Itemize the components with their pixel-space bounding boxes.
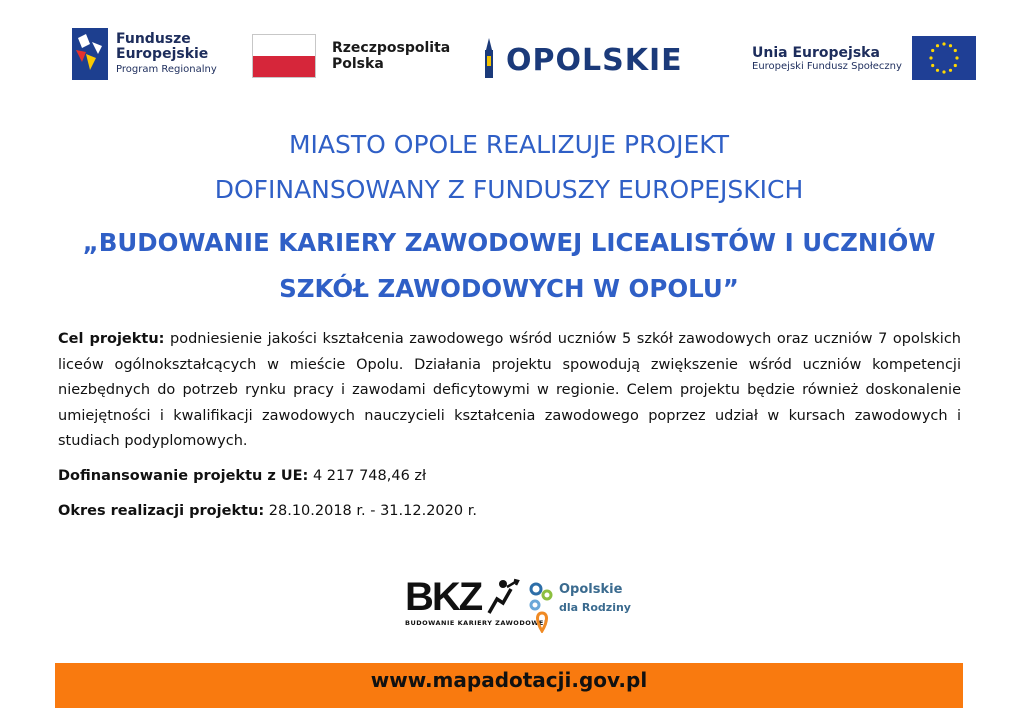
bkz-logo: [405, 577, 547, 627]
unia-europejska-logo: [752, 36, 976, 80]
fundusze-europejskie-logo: [72, 28, 217, 80]
goal-label: Cel projektu:: [58, 331, 165, 347]
ue-line1: Unia Europejska: [752, 44, 880, 61]
period-line: [58, 499, 961, 525]
goal-text: podniesienie jakości kształcenia zawodowego wśród uczniów 5 szkół zawodowych oraz uczniów 7 opolskich liceów ogólnokształcących w mieście Opolu. Działania projektu spowodują zwiększenie wśród uczniów kompetencji niezbędnych do potrzeb rynku pracy i zawodami deficytowymi w regionie. Celem projektu będzie również doskonalenie umiejętności i kwalifikacji zawodowych nauczycieli kształcenia zawodowego poprzez udział w kursach zawodowych i studiach podyplomowych.: [58, 331, 961, 450]
odr-line1: Opolskie: [559, 582, 623, 597]
ue-line2: Europejski Fundusz Społeczny: [752, 60, 902, 72]
funding-line: [58, 464, 961, 490]
heading-line2: DOFINANSOWANY Z FUNDUSZY EUROPEJSKICH: [214, 175, 804, 204]
opolskie-text: OPOLSKIE: [506, 42, 683, 78]
footer-url[interactable]: www.mapadotacji.gov.pl: [370, 668, 648, 692]
opolskie-dla-rodziny-logo: [529, 581, 631, 633]
climber-icon: [481, 577, 521, 617]
period-value: 28.10.2018 r. - 31.12.2020 r.: [264, 502, 477, 519]
bottom-logos: [405, 577, 645, 647]
project-details: [58, 327, 961, 524]
logo-bar: [0, 28, 1018, 90]
rp-line2: Polska: [332, 56, 384, 72]
project-title-line2: SZKÓŁ ZAWODOWYCH W OPOLU”: [279, 274, 739, 303]
funding-label: Dofinansowanie projektu z UE:: [58, 467, 309, 484]
period-label: Okres realizacji projektu:: [58, 502, 265, 519]
polish-flag-icon: [252, 34, 316, 78]
funding-value: 4 217 748,46 zł: [308, 467, 427, 484]
footer-banner: [55, 663, 963, 708]
project-goal: [58, 327, 961, 455]
family-dots-icon: [529, 581, 555, 633]
opolskie-logo: [480, 38, 683, 82]
fe-line3: Program Regionalny: [116, 63, 217, 75]
odr-line2: dla Rodziny: [559, 601, 631, 614]
heading-line1: MIASTO OPOLE REALIZUJE PROJEKT: [288, 130, 730, 159]
tower-icon: [480, 38, 498, 82]
rzeczpospolita-logo: [252, 34, 450, 78]
project-title-line1: „BUDOWANIE KARIERY ZAWODOWEJ LICEALISTÓW I UCZNIÓW: [82, 228, 936, 257]
rp-line1: Rzeczpospolita: [332, 40, 451, 56]
bkz-letters: BKZ: [405, 575, 482, 619]
fe-star-icon: [72, 28, 108, 80]
bkz-tagline: BUDOWANIE KARIERY ZAWODOWEJ: [405, 619, 547, 627]
fe-line2: Europejskie: [116, 45, 209, 62]
fe-line1: Fundusze: [116, 30, 191, 47]
eu-flag-icon: [912, 36, 976, 80]
